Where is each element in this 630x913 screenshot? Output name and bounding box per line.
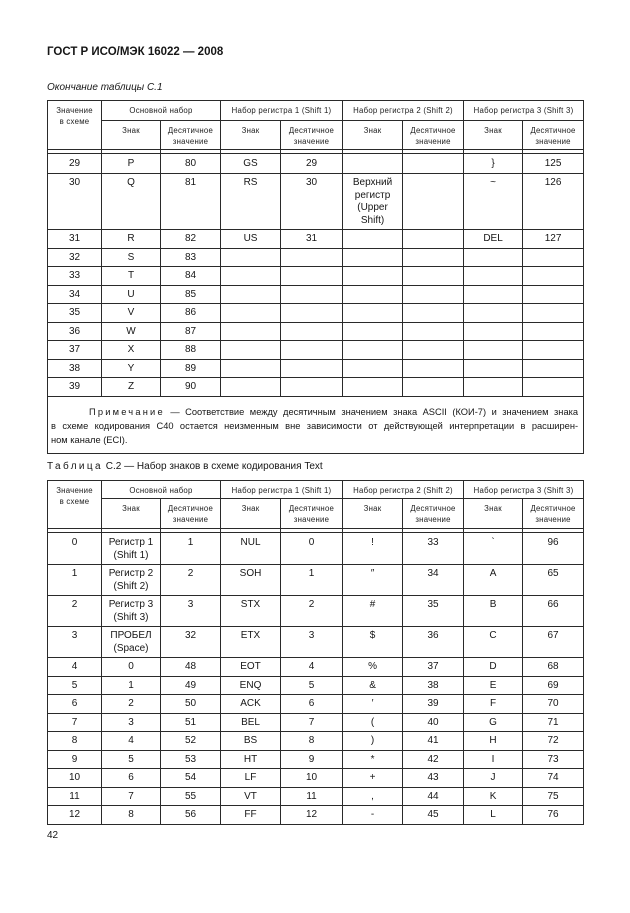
- shift3-char-cell: DEL: [464, 230, 523, 249]
- shift2-char-cell: ): [343, 732, 403, 751]
- header-basic-set: Основной набор: [102, 481, 221, 499]
- shift1-char-cell: ACK: [221, 695, 281, 714]
- shift2-decimal-cell: 42: [403, 750, 464, 769]
- shift2-char-cell: [343, 285, 403, 304]
- shift1-char-cell: SOH: [221, 565, 281, 596]
- header-char: Знак: [464, 499, 523, 529]
- shift2-decimal-cell: [403, 174, 464, 230]
- header-scheme-value: Значение в схеме: [48, 101, 102, 150]
- shift3-decimal-cell: [523, 341, 584, 360]
- basic-char-cell: 6: [102, 769, 161, 788]
- table-row: [48, 174, 584, 230]
- table-row: [48, 658, 584, 677]
- shift3-char-cell: [464, 322, 523, 341]
- shift1-char-cell: US: [221, 230, 281, 249]
- basic-decimal-cell: 49: [161, 676, 221, 695]
- shift2-decimal-cell: 41: [403, 732, 464, 751]
- basic-decimal-cell: 80: [161, 154, 221, 174]
- basic-char-cell: 8: [102, 806, 161, 825]
- shift2-char-cell: [343, 248, 403, 267]
- scheme-value-cell: 0: [48, 533, 102, 565]
- header-decimal: Десятичное значение: [403, 499, 464, 529]
- shift2-decimal-cell: 43: [403, 769, 464, 788]
- shift3-decimal-cell: [523, 248, 584, 267]
- shift3-decimal-cell: 66: [523, 596, 584, 627]
- basic-decimal-cell: 88: [161, 341, 221, 360]
- table-row: [48, 267, 584, 286]
- shift3-decimal-cell: 68: [523, 658, 584, 677]
- shift1-char-cell: LF: [221, 769, 281, 788]
- shift2-decimal-cell: [403, 322, 464, 341]
- shift1-decimal-cell: 2: [281, 596, 343, 627]
- shift2-char-cell: +: [343, 769, 403, 788]
- header-shift1-set: Набор регистра 1 (Shift 1): [221, 481, 343, 499]
- scheme-value-cell: 3: [48, 627, 102, 658]
- shift1-decimal-cell: 30: [281, 174, 343, 230]
- shift3-decimal-cell: 75: [523, 787, 584, 806]
- table-row: [48, 732, 584, 751]
- shift3-decimal-cell: 76: [523, 806, 584, 825]
- basic-char-cell: 5: [102, 750, 161, 769]
- note-line: ном канале (ECI).: [51, 434, 128, 445]
- shift3-char-cell: I: [464, 750, 523, 769]
- header-char: Знак: [102, 499, 161, 529]
- table-subheader-row: [48, 121, 584, 150]
- table-row: [48, 378, 584, 397]
- shift2-decimal-cell: [403, 267, 464, 286]
- shift3-decimal-cell: 126: [523, 174, 584, 230]
- shift1-decimal-cell: 9: [281, 750, 343, 769]
- shift1-decimal-cell: 4: [281, 658, 343, 677]
- shift3-decimal-cell: 72: [523, 732, 584, 751]
- shift3-decimal-cell: 67: [523, 627, 584, 658]
- shift2-decimal-cell: [403, 230, 464, 249]
- shift1-char-cell: [221, 248, 281, 267]
- shift2-decimal-cell: 35: [403, 596, 464, 627]
- shift3-char-cell: [464, 267, 523, 286]
- shift1-decimal-cell: [281, 359, 343, 378]
- shift3-char-cell: E: [464, 676, 523, 695]
- shift2-char-cell: #: [343, 596, 403, 627]
- caption-text: С.2 — Набор знаков в схеме кодирования Text: [105, 461, 323, 472]
- shift2-char-cell: ,: [343, 787, 403, 806]
- scheme-value-cell: 11: [48, 787, 102, 806]
- basic-decimal-cell: 86: [161, 304, 221, 323]
- shift2-decimal-cell: 37: [403, 658, 464, 677]
- basic-char-cell: V: [102, 304, 161, 323]
- table-c1: [47, 100, 584, 454]
- basic-char-cell: P: [102, 154, 161, 174]
- table-row: [48, 806, 584, 825]
- scheme-value-cell: 1: [48, 565, 102, 596]
- basic-decimal-cell: 81: [161, 174, 221, 230]
- basic-char-cell: Q: [102, 174, 161, 230]
- shift2-char-cell: ′: [343, 695, 403, 714]
- shift1-decimal-cell: [281, 322, 343, 341]
- shift3-char-cell: [464, 341, 523, 360]
- shift3-decimal-cell: [523, 304, 584, 323]
- shift2-char-cell: Верхний регистр (Upper Shift): [343, 174, 403, 230]
- shift2-char-cell: [343, 322, 403, 341]
- scheme-value-cell: 32: [48, 248, 102, 267]
- header-decimal: Десятичное значение: [161, 121, 221, 150]
- table-row: [48, 627, 584, 658]
- basic-char-cell: 2: [102, 695, 161, 714]
- basic-decimal-cell: 82: [161, 230, 221, 249]
- basic-decimal-cell: 53: [161, 750, 221, 769]
- basic-decimal-cell: 52: [161, 732, 221, 751]
- basic-decimal-cell: 54: [161, 769, 221, 788]
- table-row: [48, 285, 584, 304]
- shift3-decimal-cell: 69: [523, 676, 584, 695]
- header-shift3-set: Набор регистра 3 (Shift 3): [464, 101, 584, 121]
- page-number: 42: [47, 830, 59, 841]
- basic-char-cell: X: [102, 341, 161, 360]
- table-header-row: [48, 481, 584, 499]
- shift2-char-cell: &: [343, 676, 403, 695]
- shift1-char-cell: [221, 341, 281, 360]
- shift2-char-cell: !: [343, 533, 403, 565]
- shift3-char-cell: H: [464, 732, 523, 751]
- shift2-char-cell: [343, 304, 403, 323]
- basic-decimal-cell: 84: [161, 267, 221, 286]
- shift3-decimal-cell: 70: [523, 695, 584, 714]
- shift2-decimal-cell: 44: [403, 787, 464, 806]
- table-row: [48, 676, 584, 695]
- shift3-decimal-cell: 71: [523, 713, 584, 732]
- shift1-char-cell: BEL: [221, 713, 281, 732]
- shift1-decimal-cell: 1: [281, 565, 343, 596]
- header-decimal: Десятичное значение: [161, 499, 221, 529]
- shift1-decimal-cell: [281, 304, 343, 323]
- basic-decimal-cell: 50: [161, 695, 221, 714]
- basic-char-cell: Z: [102, 378, 161, 397]
- basic-decimal-cell: 90: [161, 378, 221, 397]
- table-caption: [47, 461, 323, 472]
- basic-decimal-cell: 48: [161, 658, 221, 677]
- shift1-decimal-cell: [281, 285, 343, 304]
- shift2-decimal-cell: [403, 285, 464, 304]
- table-row: [48, 596, 584, 627]
- table-row: [48, 154, 584, 174]
- basic-char-cell: Регистр 2 (Shift 2): [102, 565, 161, 596]
- scheme-value-cell: 8: [48, 732, 102, 751]
- shift1-char-cell: [221, 378, 281, 397]
- note-line: в схеме кодирования C40 остается неизменным вне зависимости от действующей интерпретации в расширен-: [51, 420, 579, 431]
- basic-char-cell: 7: [102, 787, 161, 806]
- table-row: [48, 341, 584, 360]
- scheme-value-cell: 9: [48, 750, 102, 769]
- shift1-decimal-cell: 11: [281, 787, 343, 806]
- shift1-decimal-cell: 5: [281, 676, 343, 695]
- scheme-value-cell: 39: [48, 378, 102, 397]
- table-note: [48, 396, 584, 453]
- shift1-char-cell: [221, 359, 281, 378]
- shift1-decimal-cell: 10: [281, 769, 343, 788]
- scheme-value-cell: 10: [48, 769, 102, 788]
- basic-char-cell: U: [102, 285, 161, 304]
- shift1-decimal-cell: 3: [281, 627, 343, 658]
- header-decimal: Десятичное значение: [281, 121, 343, 150]
- shift3-decimal-cell: 74: [523, 769, 584, 788]
- shift1-decimal-cell: [281, 248, 343, 267]
- table-header-row: [48, 101, 584, 121]
- shift1-decimal-cell: 29: [281, 154, 343, 174]
- scheme-value-cell: 12: [48, 806, 102, 825]
- shift3-decimal-cell: [523, 322, 584, 341]
- shift2-decimal-cell: 40: [403, 713, 464, 732]
- shift2-decimal-cell: 39: [403, 695, 464, 714]
- shift2-char-cell: [343, 230, 403, 249]
- scheme-value-cell: 36: [48, 322, 102, 341]
- document-title: ГОСТ Р ИСО/МЭК 16022 — 2008: [47, 46, 224, 58]
- shift2-char-cell: ″: [343, 565, 403, 596]
- shift3-char-cell: [464, 248, 523, 267]
- shift3-decimal-cell: 125: [523, 154, 584, 174]
- scheme-value-cell: 7: [48, 713, 102, 732]
- header-char: Знак: [221, 499, 281, 529]
- shift2-char-cell: (: [343, 713, 403, 732]
- shift1-char-cell: [221, 267, 281, 286]
- shift3-char-cell: K: [464, 787, 523, 806]
- scheme-value-cell: 34: [48, 285, 102, 304]
- basic-char-cell: T: [102, 267, 161, 286]
- shift1-decimal-cell: 31: [281, 230, 343, 249]
- shift3-char-cell: A: [464, 565, 523, 596]
- shift1-char-cell: ETX: [221, 627, 281, 658]
- shift1-char-cell: VT: [221, 787, 281, 806]
- basic-decimal-cell: 32: [161, 627, 221, 658]
- shift3-decimal-cell: [523, 359, 584, 378]
- table-row: [48, 248, 584, 267]
- shift3-char-cell: }: [464, 154, 523, 174]
- shift2-decimal-cell: [403, 304, 464, 323]
- shift2-char-cell: [343, 154, 403, 174]
- shift2-char-cell: [343, 341, 403, 360]
- basic-char-cell: Регистр 3 (Shift 3): [102, 596, 161, 627]
- shift3-char-cell: D: [464, 658, 523, 677]
- shift3-char-cell: J: [464, 769, 523, 788]
- scheme-value-cell: 29: [48, 154, 102, 174]
- table-row: [48, 565, 584, 596]
- shift1-char-cell: NUL: [221, 533, 281, 565]
- header-char: Знак: [343, 499, 403, 529]
- shift1-decimal-cell: 0: [281, 533, 343, 565]
- scheme-value-cell: 2: [48, 596, 102, 627]
- shift2-decimal-cell: [403, 378, 464, 397]
- shift2-decimal-cell: 33: [403, 533, 464, 565]
- header-decimal: Десятичное значение: [523, 121, 584, 150]
- table-subheader-row: [48, 499, 584, 529]
- header-char: Знак: [343, 121, 403, 150]
- shift3-char-cell: [464, 359, 523, 378]
- scheme-value-cell: 31: [48, 230, 102, 249]
- shift1-char-cell: HT: [221, 750, 281, 769]
- basic-decimal-cell: 85: [161, 285, 221, 304]
- shift1-char-cell: RS: [221, 174, 281, 230]
- basic-decimal-cell: 51: [161, 713, 221, 732]
- header-shift3-set: Набор регистра 3 (Shift 3): [464, 481, 584, 499]
- table-row: [48, 750, 584, 769]
- shift3-decimal-cell: [523, 378, 584, 397]
- shift1-decimal-cell: 6: [281, 695, 343, 714]
- shift1-char-cell: ENQ: [221, 676, 281, 695]
- shift3-char-cell: [464, 378, 523, 397]
- header-shift1-set: Набор регистра 1 (Shift 1): [221, 101, 343, 121]
- shift3-decimal-cell: [523, 267, 584, 286]
- basic-decimal-cell: 2: [161, 565, 221, 596]
- basic-char-cell: R: [102, 230, 161, 249]
- basic-char-cell: S: [102, 248, 161, 267]
- basic-char-cell: W: [102, 322, 161, 341]
- basic-decimal-cell: 1: [161, 533, 221, 565]
- scheme-value-cell: 35: [48, 304, 102, 323]
- note-text: — Соответствие между десятичным значением знака ASCII (КОИ-7) и значением знака: [170, 406, 579, 417]
- shift2-char-cell: [343, 378, 403, 397]
- basic-decimal-cell: 56: [161, 806, 221, 825]
- shift3-char-cell: `: [464, 533, 523, 565]
- shift2-char-cell: %: [343, 658, 403, 677]
- note-line: [51, 405, 578, 419]
- basic-char-cell: Регистр 1 (Shift 1): [102, 533, 161, 565]
- table-row: [48, 533, 584, 565]
- shift3-decimal-cell: 65: [523, 565, 584, 596]
- caption-label: Таблица: [47, 461, 104, 472]
- shift2-char-cell: $: [343, 627, 403, 658]
- basic-char-cell: ПРОБЕЛ (Space): [102, 627, 161, 658]
- scheme-value-cell: 38: [48, 359, 102, 378]
- table-row: [48, 304, 584, 323]
- basic-char-cell: 0: [102, 658, 161, 677]
- shift2-decimal-cell: 34: [403, 565, 464, 596]
- shift1-char-cell: STX: [221, 596, 281, 627]
- shift1-char-cell: EOT: [221, 658, 281, 677]
- shift2-decimal-cell: 45: [403, 806, 464, 825]
- scheme-value-cell: 37: [48, 341, 102, 360]
- basic-char-cell: 3: [102, 713, 161, 732]
- table-row: [48, 769, 584, 788]
- basic-decimal-cell: 83: [161, 248, 221, 267]
- basic-decimal-cell: 89: [161, 359, 221, 378]
- shift3-char-cell: G: [464, 713, 523, 732]
- scheme-value-cell: 4: [48, 658, 102, 677]
- header-shift2-set: Набор регистра 2 (Shift 2): [343, 101, 464, 121]
- shift3-char-cell: [464, 285, 523, 304]
- table-row: [48, 359, 584, 378]
- scheme-value-cell: 30: [48, 174, 102, 230]
- shift1-char-cell: [221, 304, 281, 323]
- shift3-decimal-cell: 127: [523, 230, 584, 249]
- table-row: [48, 695, 584, 714]
- header-decimal: Десятичное значение: [403, 121, 464, 150]
- shift2-char-cell: *: [343, 750, 403, 769]
- shift3-char-cell: F: [464, 695, 523, 714]
- shift2-decimal-cell: [403, 154, 464, 174]
- shift3-char-cell: B: [464, 596, 523, 627]
- shift1-char-cell: BS: [221, 732, 281, 751]
- shift3-char-cell: C: [464, 627, 523, 658]
- shift1-char-cell: GS: [221, 154, 281, 174]
- shift3-char-cell: ~: [464, 174, 523, 230]
- header-char: Знак: [464, 121, 523, 150]
- basic-decimal-cell: 55: [161, 787, 221, 806]
- header-basic-set: Основной набор: [102, 101, 221, 121]
- note-label: Примечание: [89, 406, 165, 417]
- basic-char-cell: Y: [102, 359, 161, 378]
- shift2-char-cell: [343, 359, 403, 378]
- table-note-row: [48, 396, 584, 453]
- shift3-decimal-cell: 96: [523, 533, 584, 565]
- shift2-decimal-cell: 38: [403, 676, 464, 695]
- shift2-char-cell: -: [343, 806, 403, 825]
- shift1-decimal-cell: 12: [281, 806, 343, 825]
- shift3-char-cell: L: [464, 806, 523, 825]
- table-row: [48, 322, 584, 341]
- header-decimal: Десятичное значение: [281, 499, 343, 529]
- header-scheme-value: Значение в схеме: [48, 481, 102, 529]
- table-row: [48, 713, 584, 732]
- shift2-decimal-cell: 36: [403, 627, 464, 658]
- shift3-decimal-cell: [523, 285, 584, 304]
- shift2-decimal-cell: [403, 341, 464, 360]
- shift3-char-cell: [464, 304, 523, 323]
- header-char: Знак: [221, 121, 281, 150]
- scheme-value-cell: 5: [48, 676, 102, 695]
- shift1-decimal-cell: 7: [281, 713, 343, 732]
- shift1-char-cell: [221, 285, 281, 304]
- header-char: Знак: [102, 121, 161, 150]
- shift2-decimal-cell: [403, 248, 464, 267]
- shift1-decimal-cell: 8: [281, 732, 343, 751]
- table-c2: [47, 480, 584, 825]
- shift3-decimal-cell: 73: [523, 750, 584, 769]
- header-shift2-set: Набор регистра 2 (Shift 2): [343, 481, 464, 499]
- table-continuation-label: Окончание таблицы С.1: [47, 82, 163, 93]
- shift1-char-cell: [221, 322, 281, 341]
- shift1-decimal-cell: [281, 267, 343, 286]
- basic-decimal-cell: 3: [161, 596, 221, 627]
- table-row: [48, 787, 584, 806]
- shift1-char-cell: FF: [221, 806, 281, 825]
- shift1-decimal-cell: [281, 341, 343, 360]
- header-decimal: Десятичное значение: [523, 499, 584, 529]
- scheme-value-cell: 33: [48, 267, 102, 286]
- scheme-value-cell: 6: [48, 695, 102, 714]
- basic-char-cell: 4: [102, 732, 161, 751]
- shift2-char-cell: [343, 267, 403, 286]
- shift1-decimal-cell: [281, 378, 343, 397]
- basic-char-cell: 1: [102, 676, 161, 695]
- table-row: [48, 230, 584, 249]
- shift2-decimal-cell: [403, 359, 464, 378]
- basic-decimal-cell: 87: [161, 322, 221, 341]
